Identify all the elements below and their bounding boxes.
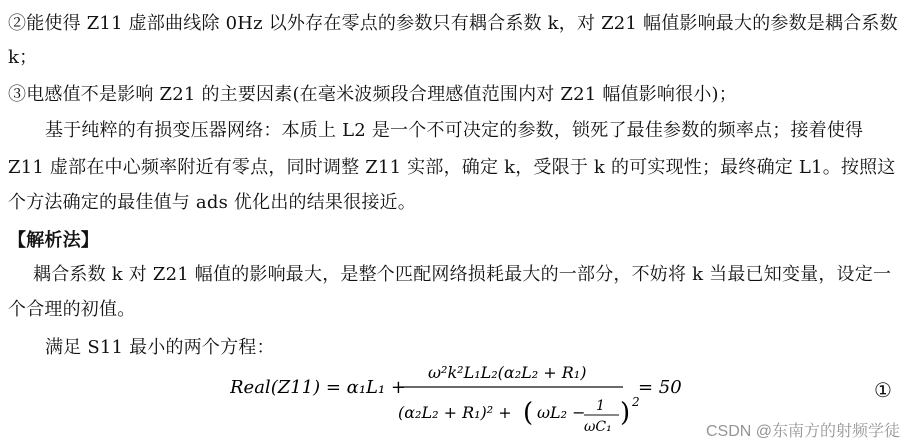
paragraph-line-5: Z11 虚部在中心频率附近有零点，同时调整 Z11 实部，确定 k，受限于 k 的可实现性；最终确定 L1。按照这 [8, 157, 896, 178]
paragraph-line-6: 个方法确定的最佳值与 ads 优化出的结果很接近。 [8, 192, 416, 213]
square-exponent: 2 [632, 395, 640, 409]
equation-block [230, 363, 710, 446]
equation-number: ① [874, 378, 892, 402]
equation-numerator: ω²k²L₁L₂(α₂L₂ + R₁) [428, 363, 587, 382]
equation-svg [230, 363, 710, 446]
equation-denominator-b: ωL₂ − [537, 403, 586, 422]
equation-lhs: Real(Z11) = α₁L₁ + [230, 377, 407, 398]
inner-fraction-numerator: 1 [596, 398, 605, 414]
paragraph-line-4: 基于纯粹的有损变压器网络：本质上 L2 是一个不可决定的参数，锁死了最佳参数的频率点；接着使得 [45, 120, 864, 141]
equation-denominator-a: (α₂L₂ + R₁)² + [398, 403, 512, 422]
paragraph-line-2: k； [8, 47, 38, 68]
paragraph-line-1: ②能使得 Z11 虚部曲线除 0Hz 以外存在零点的参数只有耦合系数 k，对 Z21 幅值影响最大的参数是耦合系数 [8, 13, 898, 34]
equation-rhs: = 50 [638, 377, 682, 398]
right-paren: ) [620, 398, 631, 428]
paragraph-line-8: 个合理的初值。 [8, 299, 136, 320]
left-paren: ( [523, 398, 534, 428]
paragraph-line-7: 耦合系数 k 对 Z21 幅值的影响最大，是整个匹配网络损耗最大的一部分，不妨将 k 当最已知变量，设定一 [33, 264, 892, 285]
paragraph-line-9: 满足 S11 最小的两个方程： [45, 337, 275, 358]
section-heading: 【解析法】 [8, 230, 99, 251]
inner-fraction-denominator: ωC₁ [584, 419, 612, 435]
paragraph-line-3: ③电感值不是影响 Z21 的主要因素(在毫米波频段合理感值范围内对 Z21 幅值影响很小)； [8, 84, 737, 105]
watermark: CSDN @东南方的射频学徒 [705, 423, 900, 440]
